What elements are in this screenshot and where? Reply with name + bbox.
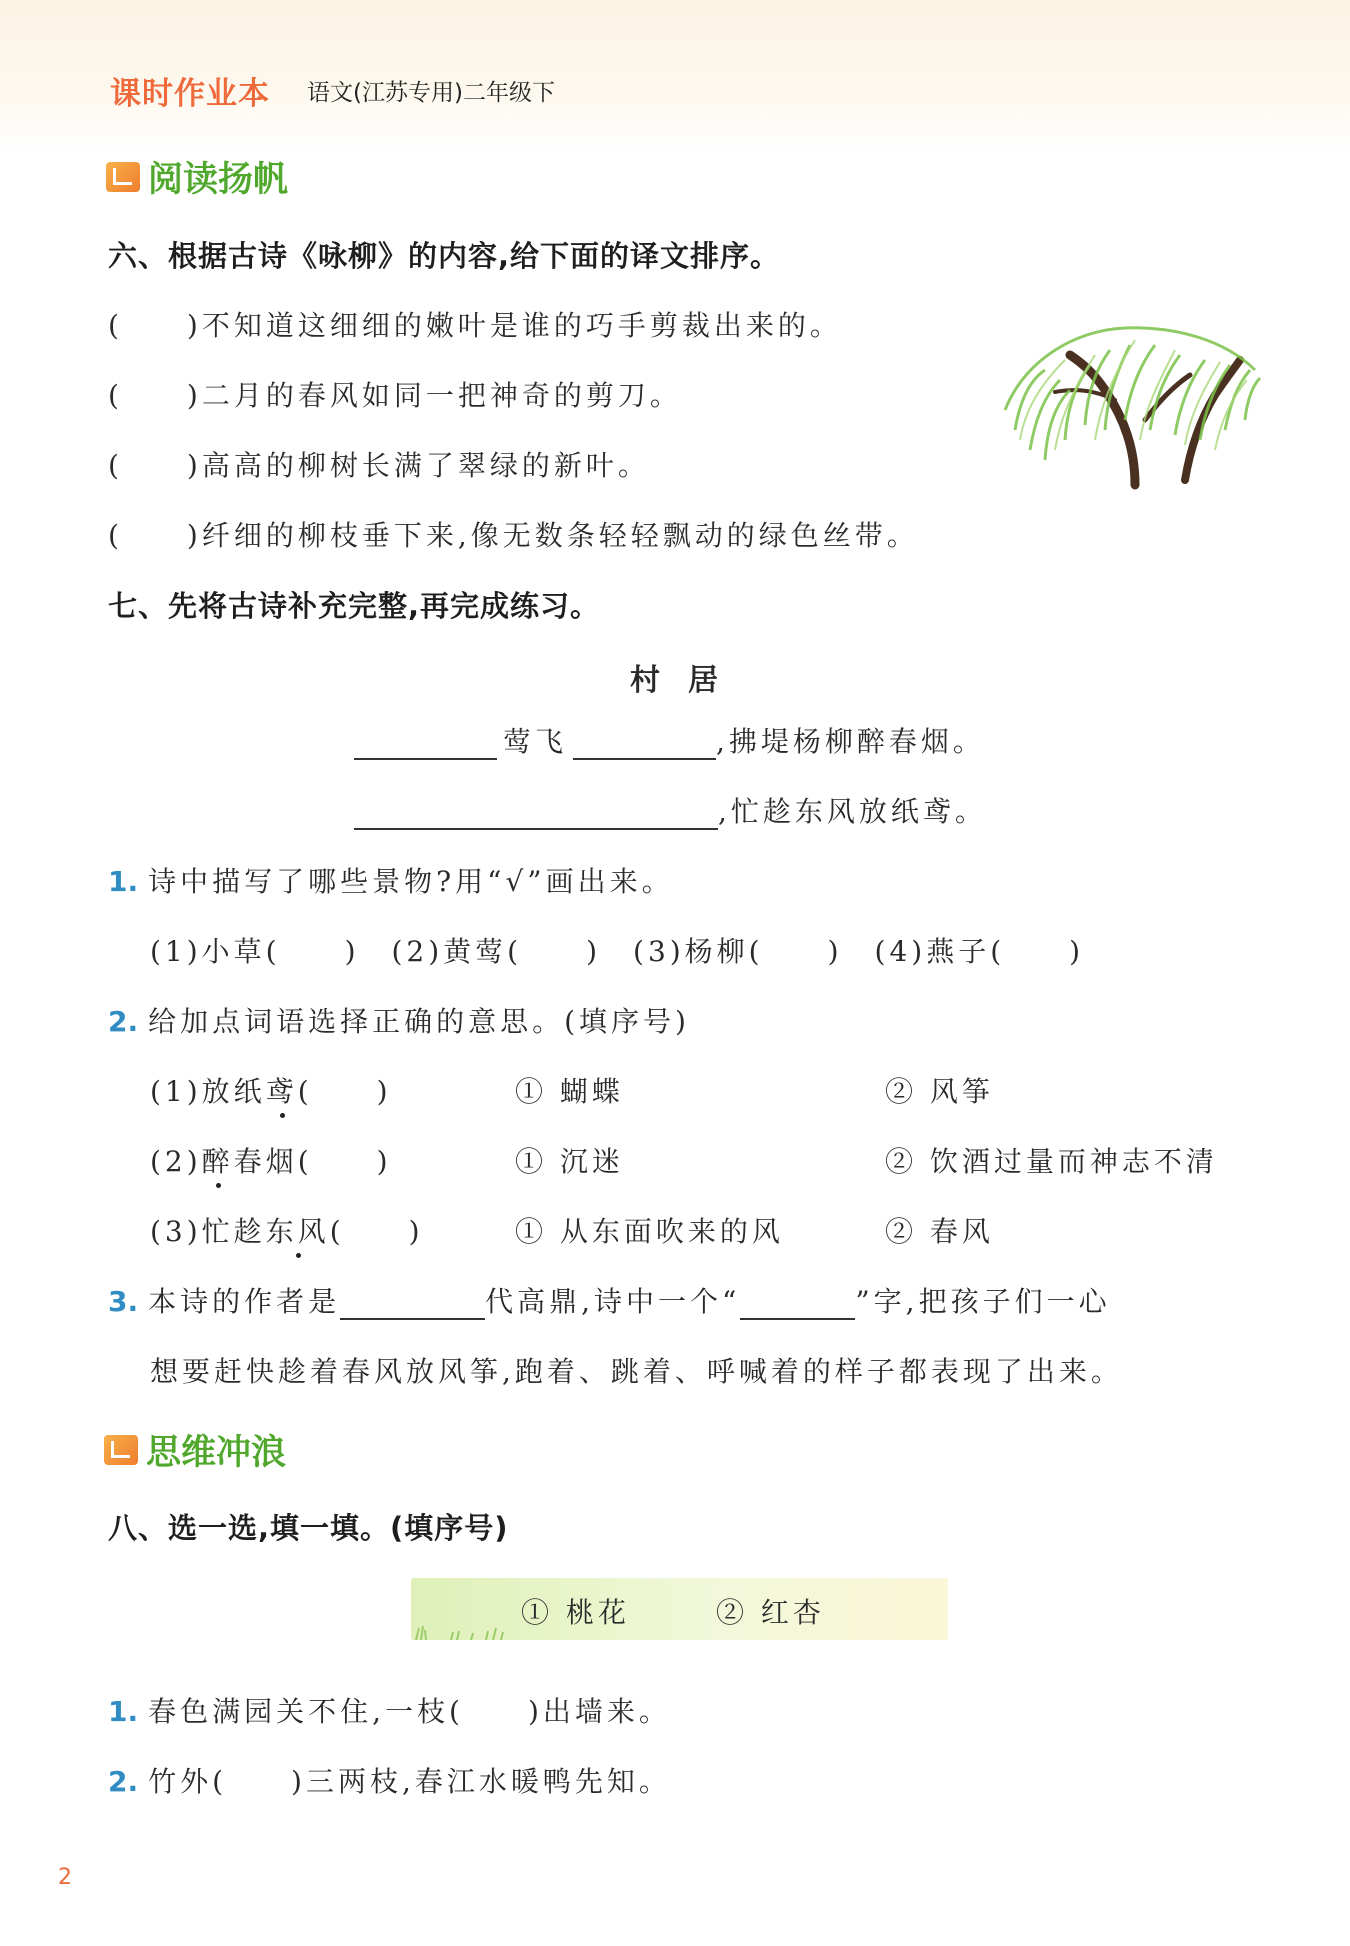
section-reading-header [106,152,288,202]
q7-sub2 [108,1000,690,1040]
q7-sub2-row-3 [150,1210,424,1250]
q7-sub3-num: 3. [108,1285,139,1318]
q8-item1-text: 春色满园关不住,一枝( )出墙来。 [148,1695,671,1728]
row3-option-b: ② 春风 [885,1215,994,1248]
q6-item-4: ( )纤细的柳枝垂下来,像无数条轻轻飘动的绿色丝带。 [108,519,919,552]
row2-dotted-word: 醉 [201,1145,234,1178]
q7-sub3-text-b: 代高鼎,诗中一个“ [485,1285,741,1318]
author-dynasty-blank[interactable] [340,1288,485,1320]
row2-option-a: ① 沉迷 [515,1145,624,1178]
willow-tree-illustration [985,300,1265,490]
row2-prefix: (2) [150,1145,202,1178]
poem-line-1 [354,720,985,760]
q8-item2-text: 竹外( )三两枝,春江水暖鸭先知。 [148,1765,671,1798]
q7-sub3 [108,1280,1111,1320]
q7-sub2-num: 2. [108,1005,139,1038]
row1-option-b: ② 风筝 [885,1075,994,1108]
q6-item-2: ( )二月的春风如同一把神奇的剪刀。 [108,379,682,412]
q8-title: 八、选一选,填一填。(填序号) [108,1511,509,1545]
poem-line2-end: ,忙趁东风放纸鸢。 [718,795,987,828]
poem-blank-2[interactable] [573,728,716,760]
q7-sub3-text-c: ”字,把孩子们一心 [855,1285,1111,1318]
q7-sub3-text-a: 本诗的作者是 [148,1285,341,1318]
section-thinking-header [104,1425,286,1475]
section-reading-title: 阅读扬帆 [148,160,289,200]
q6-item-3: ( )高高的柳树长满了翠绿的新叶。 [108,449,650,482]
row3-option-a: ① 从东面吹来的风 [515,1215,784,1248]
row1-prefix: (1)放纸 [150,1075,266,1108]
wave-icon [104,1435,138,1465]
q7-sub2-row-2 [150,1140,392,1180]
row1-suffix: ( ) [297,1075,392,1108]
q7-title: 七、先将古诗补充完整,再完成练习。 [108,589,601,623]
q7-sub1-options: (1)小草( ) (2)黄莺( ) (3)杨柳( ) (4)燕子( ) [150,935,1085,968]
poem-line1-mid: 莺飞 [503,725,568,758]
poem-line1-end: ,拂堤杨柳醉春烟。 [716,725,985,758]
q7-sub1-text: 诗中描写了哪些景物?用“√”画出来。 [148,865,674,898]
row2-option-b: ② 饮酒过量而神志不清 [885,1145,1218,1178]
option-red-apricot: ② 红杏 [716,1596,825,1629]
key-word-blank[interactable] [740,1288,855,1320]
row3-prefix: (3)忙趁 [150,1215,266,1248]
poem-blank-1[interactable] [354,728,497,760]
poem-line-2 [354,790,987,830]
book-title: 课时作业本 [110,76,270,112]
q6-item-1: ( )不知道这细细的嫩叶是谁的巧手剪裁出来的。 [108,309,842,342]
q8-item2-num: 2. [108,1765,139,1798]
q7-sub1 [108,860,674,900]
q8-item-1 [108,1690,671,1730]
q7-sub2-text: 给加点词语选择正确的意思。(填序号) [148,1005,690,1038]
poem-title: 村居 [630,663,746,698]
option-peach-blossom: ① 桃花 [521,1596,630,1629]
row1-dotted-word: 鸢 [265,1075,298,1108]
page-number: 2 [58,1865,72,1890]
q8-item1-num: 1. [108,1695,139,1728]
row1-option-a: ① 蝴蝶 [515,1075,624,1108]
q7-sub2-row-1 [150,1070,392,1110]
q7-sub1-num: 1. [108,865,139,898]
q7-sub3-line2: 想要赶快趁着春风放风筝,跑着、跳着、呼喊着的样子都表现了出来。 [150,1355,1123,1388]
grass-decoration [411,1622,521,1640]
q6-title: 六、根据古诗《咏柳》的内容,给下面的译文排序。 [108,239,781,273]
row3-suffix: ( ) [329,1215,424,1248]
section-thinking-title: 思维冲浪 [146,1433,287,1473]
book-subtitle: 语文(江苏专用)二年级下 [307,80,555,106]
row3-dotted-word: 东风 [265,1215,330,1248]
q8-item-2 [108,1760,671,1800]
poem-blank-3[interactable] [354,798,718,830]
row2-suffix: 春烟( ) [233,1145,392,1178]
book-icon [106,162,140,192]
